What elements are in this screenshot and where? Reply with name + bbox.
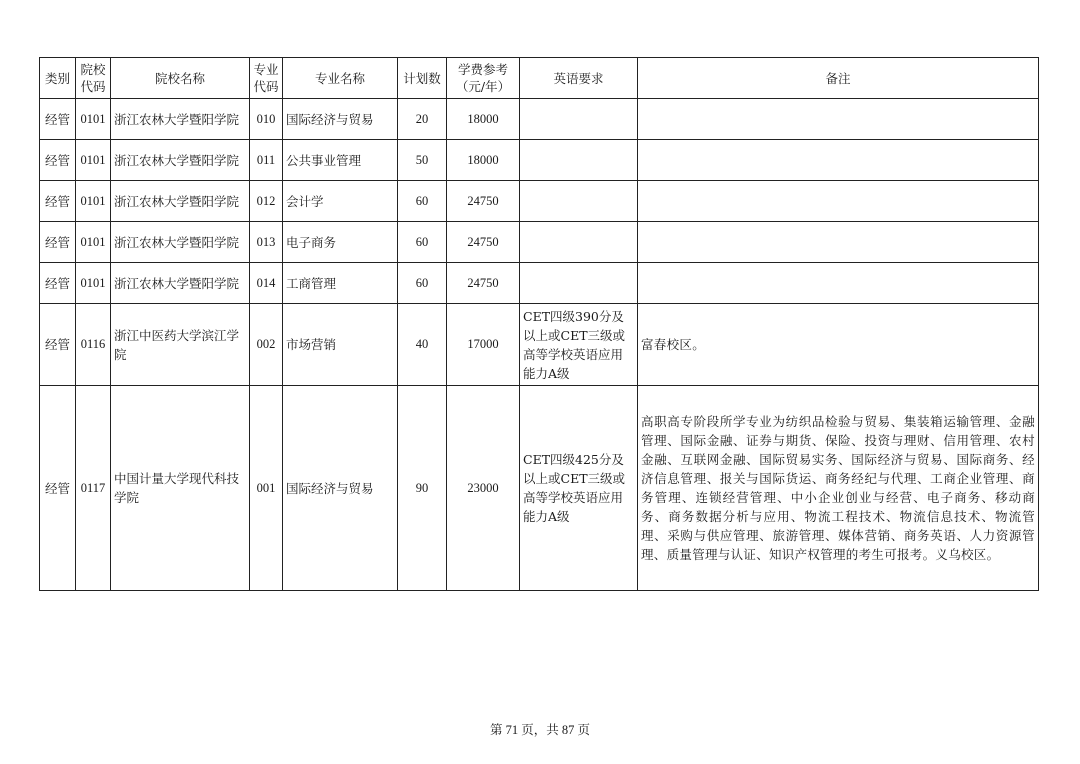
cell-major-name: 市场营销 [283,304,398,386]
cell-major-name: 公共事业管理 [283,140,398,181]
cell-major-code: 011 [250,140,283,181]
cell-plan: 90 [398,386,447,591]
cell-category: 经管 [40,304,76,386]
cell-english [520,263,638,304]
header-plan: 计划数 [398,58,447,99]
cell-school-code: 0101 [76,140,111,181]
header-school-name: 院校名称 [111,58,250,99]
cell-remarks: 高职高专阶段所学专业为纺织品检验与贸易、集装箱运输管理、金融管理、国际金融、证券与期货、保险、投资与理财、信用管理、农村金融、互联网金融、国际贸易实务、国际经济与贸易、国际商务、经济信息管理、报关与国际货运、商务经纪与代理、工商企业管理、商务管理、连锁经营管理、中小企业创业与经营、电子商务、移动商务、商务数据分析与应用、物流工程技术、物流信息技术、物流管理、采购与供应管理、旅游管理、媒体营销、商务英语、人力资源管理、质量管理与认证、知识产权管理的考生可报考。义乌校区。 [638,386,1039,591]
table-row [40,222,1039,263]
cell-major-name: 会计学 [283,181,398,222]
cell-remarks [638,181,1039,222]
cell-english: CET四级425分及以上或CET三级或高等学校英语应用能力A级 [520,386,638,591]
cell-english: CET四级390分及以上或CET三级或高等学校英语应用能力A级 [520,304,638,386]
cell-major-name: 电子商务 [283,222,398,263]
cell-remarks [638,222,1039,263]
cell-major-name: 国际经济与贸易 [283,99,398,140]
cell-plan: 50 [398,140,447,181]
header-school-code: 院校代码 [76,58,111,99]
cell-plan: 40 [398,304,447,386]
cell-english [520,181,638,222]
cell-category: 经管 [40,99,76,140]
header-tuition: 学费参考（元/年） [447,58,520,99]
cell-plan: 60 [398,263,447,304]
cell-school-name: 浙江中医药大学滨江学院 [111,304,250,386]
table-header-row [40,58,1039,99]
header-major-code: 专业代码 [250,58,283,99]
admissions-table [39,57,1039,591]
cell-plan: 60 [398,181,447,222]
cell-tuition: 24750 [447,222,520,263]
cell-school-name: 中国计量大学现代科技学院 [111,386,250,591]
cell-english [520,99,638,140]
header-major-name: 专业名称 [283,58,398,99]
cell-tuition: 24750 [447,263,520,304]
cell-remarks [638,99,1039,140]
header-category: 类别 [40,58,76,99]
cell-major-name: 工商管理 [283,263,398,304]
cell-school-name: 浙江农林大学暨阳学院 [111,181,250,222]
cell-major-code: 010 [250,99,283,140]
header-english: 英语要求 [520,58,638,99]
table-row [40,263,1039,304]
table-row [40,386,1039,591]
cell-tuition: 23000 [447,386,520,591]
table-row [40,140,1039,181]
cell-major-code: 001 [250,386,283,591]
cell-major-name: 国际经济与贸易 [283,386,398,591]
table-row [40,181,1039,222]
cell-category: 经管 [40,386,76,591]
cell-tuition: 18000 [447,140,520,181]
header-remarks: 备注 [638,58,1039,99]
cell-plan: 20 [398,99,447,140]
cell-major-code: 012 [250,181,283,222]
cell-english [520,140,638,181]
cell-remarks [638,263,1039,304]
cell-school-name: 浙江农林大学暨阳学院 [111,222,250,263]
cell-category: 经管 [40,140,76,181]
cell-school-code: 0116 [76,304,111,386]
cell-school-code: 0117 [76,386,111,591]
cell-school-code: 0101 [76,263,111,304]
table-row [40,304,1039,386]
cell-school-name: 浙江农林大学暨阳学院 [111,263,250,304]
cell-remarks: 富春校区。 [638,304,1039,386]
cell-tuition: 17000 [447,304,520,386]
cell-school-code: 0101 [76,99,111,140]
cell-english [520,222,638,263]
cell-major-code: 014 [250,263,283,304]
cell-tuition: 24750 [447,181,520,222]
cell-school-name: 浙江农林大学暨阳学院 [111,99,250,140]
cell-school-code: 0101 [76,222,111,263]
cell-category: 经管 [40,222,76,263]
cell-category: 经管 [40,181,76,222]
cell-school-name: 浙江农林大学暨阳学院 [111,140,250,181]
cell-remarks [638,140,1039,181]
cell-major-code: 002 [250,304,283,386]
cell-major-code: 013 [250,222,283,263]
cell-tuition: 18000 [447,99,520,140]
cell-school-code: 0101 [76,181,111,222]
table-row [40,99,1039,140]
cell-category: 经管 [40,263,76,304]
page-footer: 第 71 页，共 87 页 [489,723,590,737]
cell-plan: 60 [398,222,447,263]
